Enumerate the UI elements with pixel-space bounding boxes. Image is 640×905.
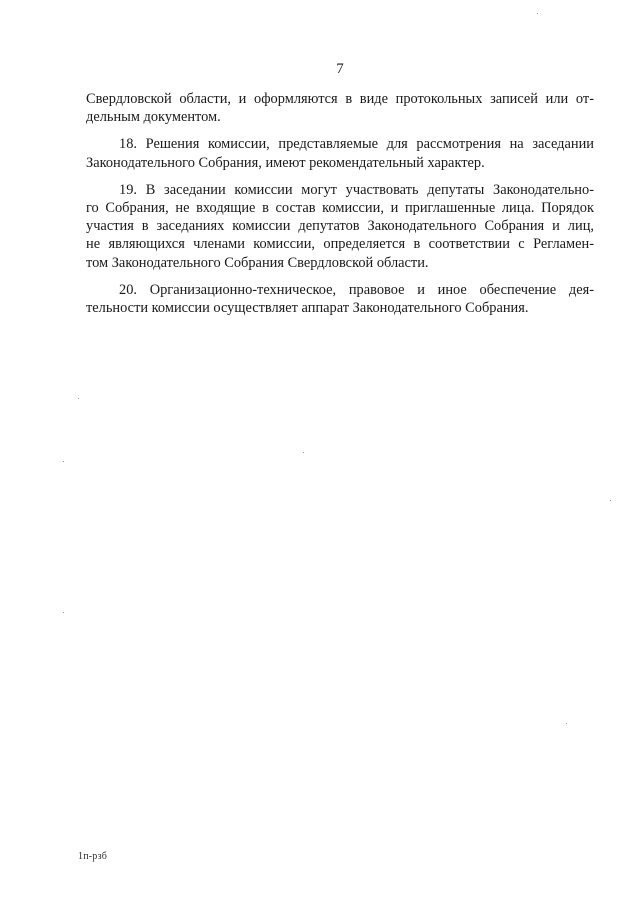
- text-line: го Собрания, не входящие в состав комиссии, и приглашенные лица. Порядок: [86, 200, 594, 217]
- scan-speck: [537, 13, 538, 14]
- text-line: тельности комиссии осуществляет аппарат Законодательного Собрания.: [86, 300, 529, 317]
- scan-speck: [610, 500, 611, 501]
- text-line: не являющихся членами комиссии, определяется в соответствии с Регламен-: [86, 236, 594, 253]
- text-line: Законодательного Собрания, имеют рекомендательный характер.: [86, 154, 485, 171]
- text-line: Свердловской области, и оформляются в виде протокольных записей или от-: [86, 91, 594, 107]
- paragraph-17-continuation: [86, 90, 594, 126]
- scan-speck: [566, 723, 567, 724]
- paragraph-18: [86, 135, 594, 171]
- body-text: [86, 90, 594, 326]
- scan-speck: [63, 461, 64, 462]
- text-line: 19. В заседании комиссии могут участвовать депутаты Законодательно-: [119, 181, 594, 198]
- paragraph-19: [86, 181, 594, 272]
- scan-speck: [63, 612, 64, 613]
- text-line: участия в заседаниях комиссии депутатов Законодательного Собрания и лиц,: [86, 218, 594, 235]
- text-line: дельным документом.: [86, 109, 221, 126]
- text-line: 18. Решения комиссии, представляемые для рассмотрения на заседании: [119, 136, 594, 153]
- scan-speck: [78, 398, 79, 399]
- text-line: 20. Организационно-техническое, правовое и иное обеспечение дея-: [119, 281, 594, 298]
- paragraph-20: [86, 281, 594, 317]
- page-number: 7: [336, 61, 344, 77]
- document-code: 1п-рзб: [78, 851, 108, 862]
- scan-speck: [303, 452, 304, 453]
- text-line: том Законодательного Собрания Свердловской области.: [86, 254, 429, 271]
